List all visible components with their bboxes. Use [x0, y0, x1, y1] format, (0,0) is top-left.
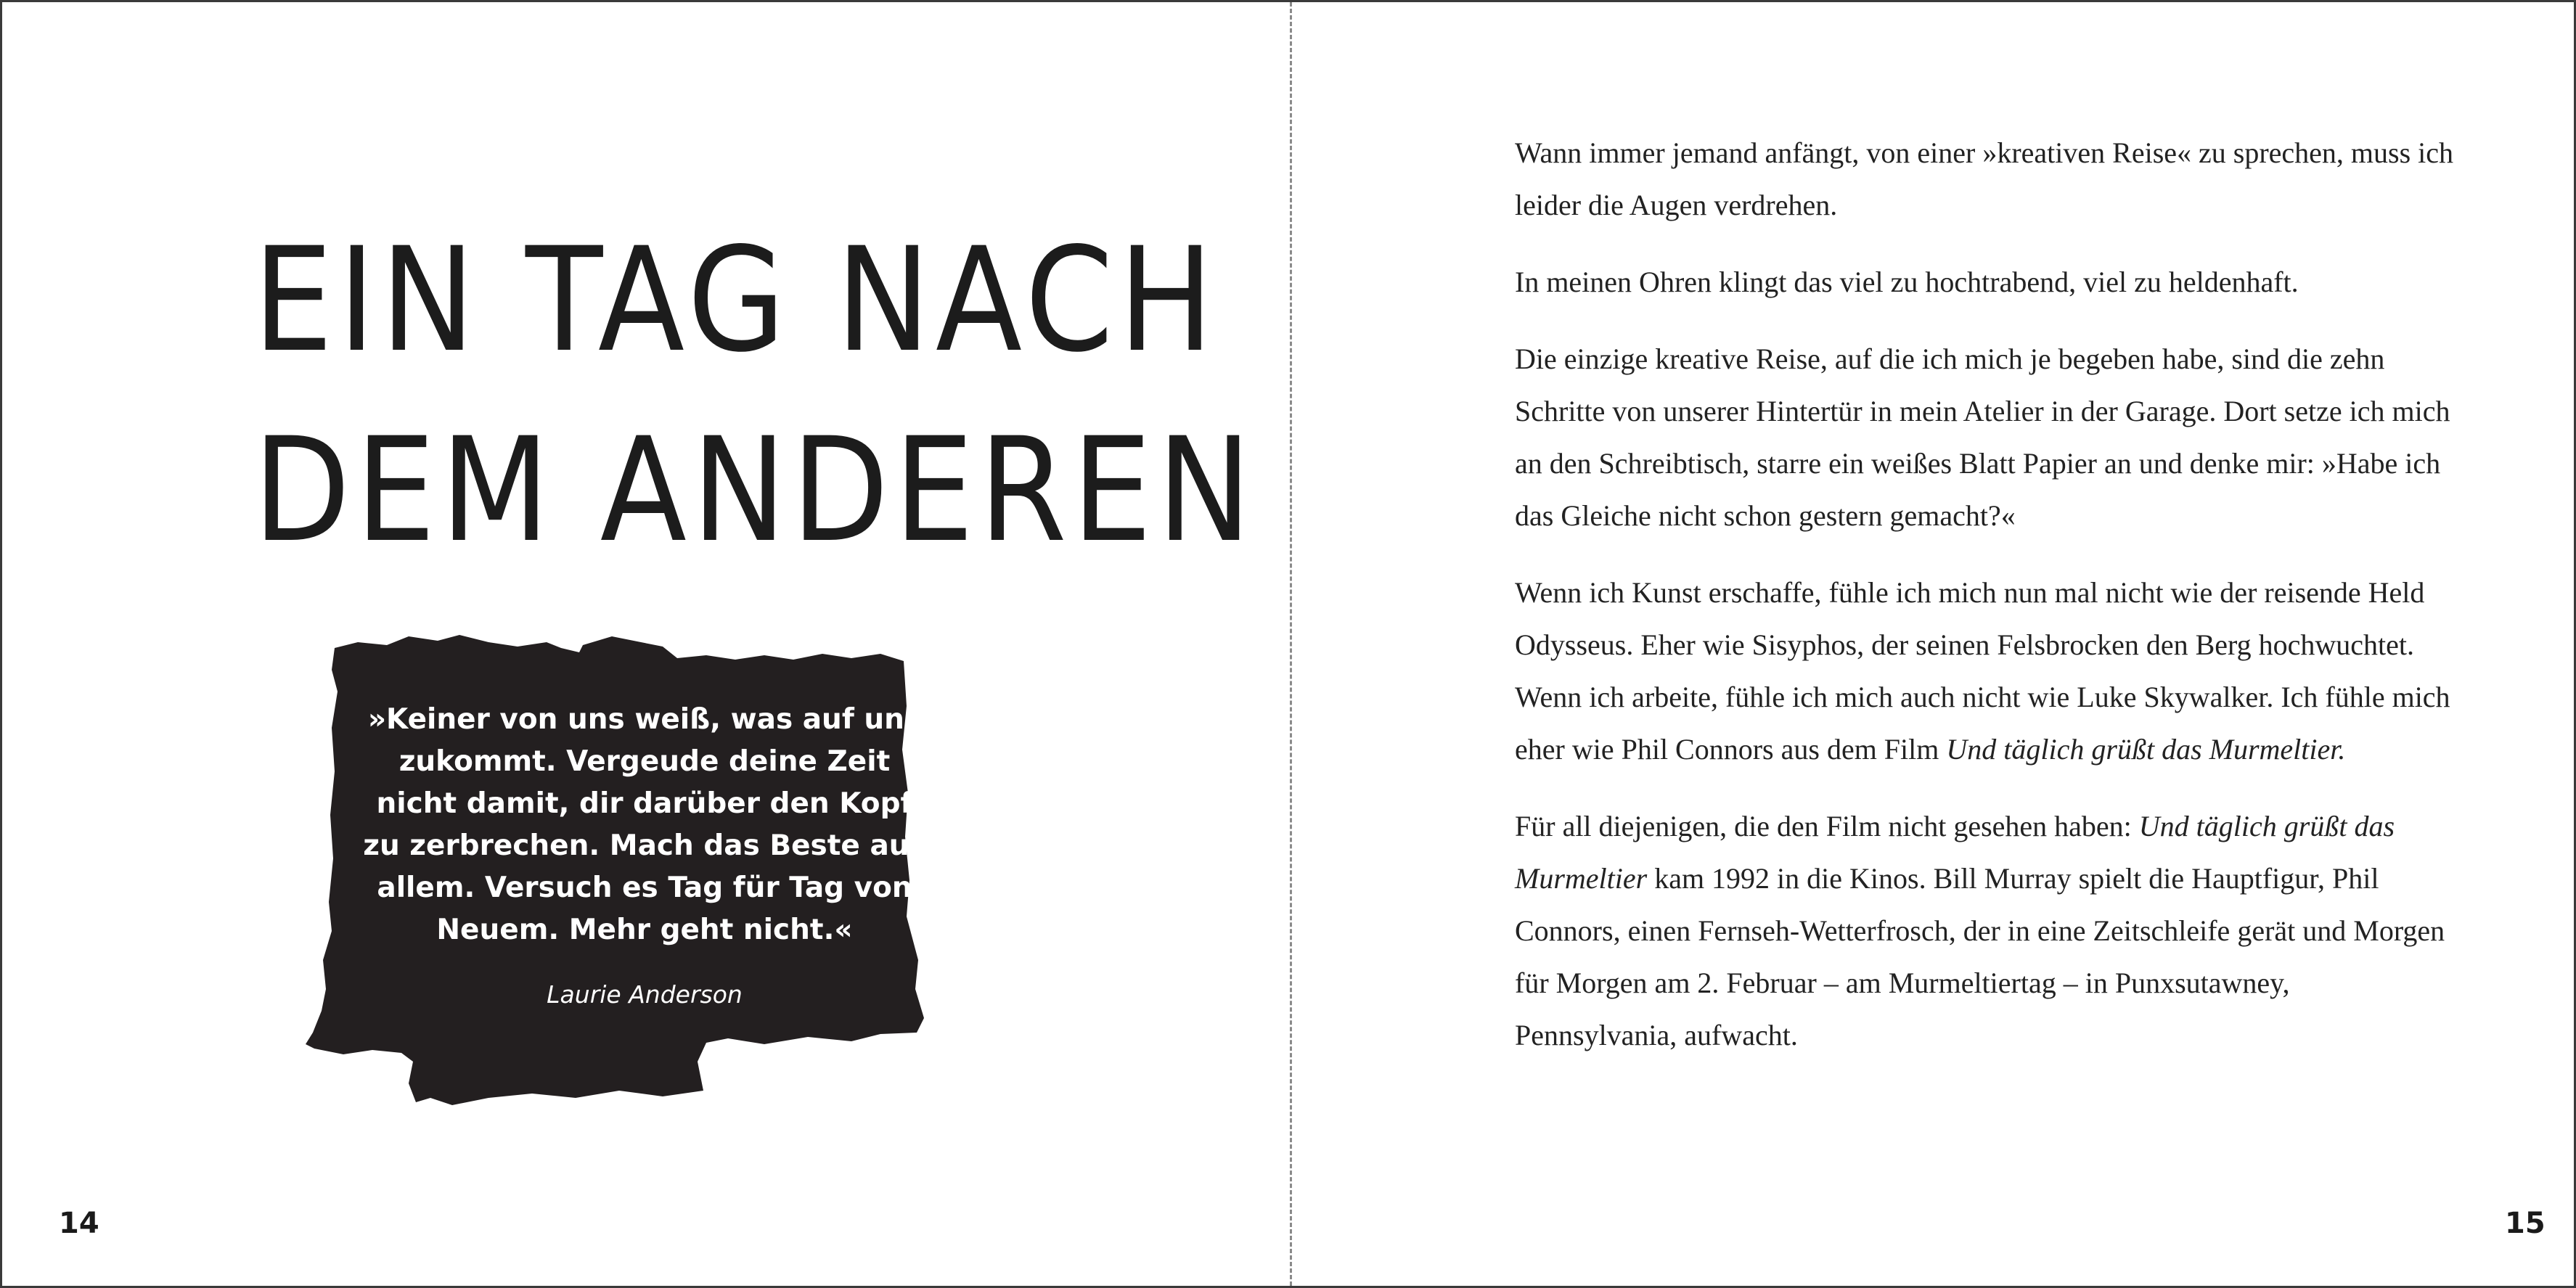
film-title: Und täglich grüßt das Murmeltier [1515, 810, 2395, 895]
paragraph-4 [1515, 567, 2458, 776]
quote-text: »Keiner von uns weiß, was auf uns zukommt. Vergeude deine Zeit nicht damit, dir darüber den Kopf zu zerbrechen. Mach das Beste aus allem. Versuch es Tag für Tag von Neuem. Mehr geht nicht.« [363, 703, 926, 946]
quote-author: Laurie Anderson [547, 980, 743, 1009]
right-page [1291, 2, 2576, 1286]
paragraph-5-start: Für all diejenigen, die den Film nicht gesehen haben: [1515, 810, 2139, 842]
body-text [1515, 127, 2458, 1086]
left-page [2, 2, 1290, 1286]
film-title: Und täglich grüßt das Murmeltier. [1946, 733, 2346, 766]
paragraph-2: In meinen Ohren klingt das viel zu hochtrabend, viel zu heldenhaft. [1515, 266, 2299, 298]
paragraph-5-rest: kam 1992 in die Kinos. Bill Murray spielt die Hauptfigur, Phil Connors, einen Fernseh-Wetterfrosch, der in eine Zeitschleife gerät und Morgen für Morgen am 2. Februar – am Murmeltiertag – in Punxsutawney, Pennsylvania, aufwacht. [1515, 862, 2445, 1051]
paragraph-5 [1515, 800, 2458, 1062]
paragraph-1: Wann immer jemand anfängt, von einer »kreativen Reise« zu sprechen, muss ich leider die Augen verdrehen. [1515, 136, 2454, 221]
title-line-1: EIN TAG NACH [253, 216, 1219, 384]
paragraph-4-text: Wenn ich Kunst erschaffe, fühle ich mich nun mal nicht wie der reisende Held Odysseus. Eher wie Sisyphos, der seinen Felsbrocken den Berg hochwuchtet. Wenn ich arbeite, fühle ich mich auch nicht wie Luke Skywalker. Ich fühle mich eher wie Phil Connors aus dem Film [1515, 576, 2450, 766]
chapter-title [253, 205, 1257, 586]
page-number-left: 14 [59, 1207, 99, 1240]
paragraph-3: Die einzige kreative Reise, auf die ich mich je begeben habe, sind die zehn Schritte von unserer Hintertür in mein Atelier in der Garage. Dort setze ich mich an den Schreibtisch, starre ein weißes Blatt Papier an und denke mir: »Habe ich das Gleiche nicht schon gestern gemacht?« [1515, 342, 2450, 532]
quote-box [300, 626, 997, 1112]
page-number-right: 15 [2505, 1207, 2546, 1240]
title-line-2: DEM ANDEREN [253, 406, 1257, 574]
